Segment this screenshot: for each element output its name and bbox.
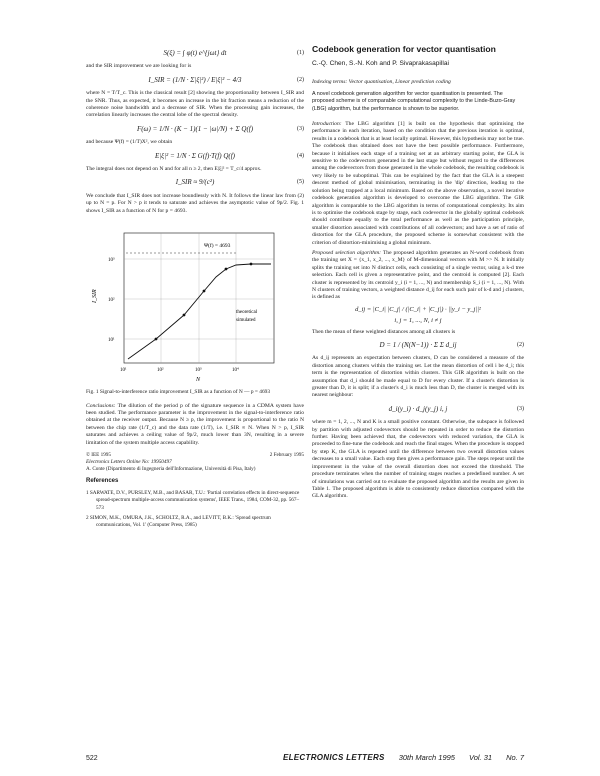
annotation-top: Ψ(f) = 4693	[204, 243, 231, 250]
equation-1-text: S(ξ) = ∫ φ(t) e^{jωt} dt	[163, 49, 227, 57]
equation-3	[86, 126, 304, 133]
article-meta	[86, 452, 304, 459]
paragraph: and because Ψ(f) = (1/T)X², we obtain	[86, 139, 173, 146]
equation-c	[312, 342, 524, 349]
y-tick-label: 10²	[108, 298, 115, 304]
equation-5	[86, 179, 304, 186]
paragraph: and the SIR improvement we are looking for is	[86, 63, 192, 70]
legend-1: theoretical	[236, 310, 258, 316]
data-point	[183, 314, 186, 317]
paragraph: where m = 1, 2, ..., N and K is a small positive constant. Otherwise, the subspace is followed by partition with adjusted codevectors should be repeated in order to reduce the distortion further. Having been achieved that, the codevectors with reduced variation, the GLA is proceeded to fine-tune the codebook and reach the final stages. When the procedure is stopped by step K, the GLA is repeated until the difference between two overall distortion values decreases to a small value. Each step then gives a performance gain. The steps repeat until the improvement in the value of the overall distortion does not exceed the threshold. The procedure terminates when the number of training stages reaches a predefined number. A set of simulations was carried out to evaluate the proposed algorithm and the results are given in Table 1. The proposed algorithm is able to consistently reduce distortion compared with the GLA algorithm.	[312, 419, 524, 500]
equation-1	[86, 50, 304, 57]
data-point	[250, 263, 253, 266]
x-tick-label: 10⁴	[232, 368, 239, 374]
equation-2	[86, 77, 304, 84]
paragraph: We conclude that I_SIR does not increase boundlessly with N. It follows the linear law from (2) up to N = p. For N > p it tends to saturate and achieves the asymptotic value of 9p/2. Fig. 1 shows I_SIR as a function of N for p = 4693.	[86, 192, 304, 214]
figure-1-plot	[86, 219, 304, 387]
equation-4-number: (4)	[297, 152, 304, 159]
journal-online-line: Electronics Letters Online No: 19950497	[86, 458, 172, 465]
simulated-points	[155, 263, 253, 341]
equation-c-text: D = 1 / (N(N−1)) · Σ Σ d_ij	[379, 341, 457, 349]
figure-1	[86, 219, 304, 387]
x-tick-label: 10³	[195, 368, 202, 374]
equation-2-text: I_SIR = (1/N · Σ|ξ|²) / E|ξ|² − 4/3	[148, 75, 242, 84]
introduction-paragraph	[312, 121, 524, 247]
equation-d	[312, 406, 524, 413]
data-point	[225, 268, 228, 271]
conclusions-lead: Conclusions:	[86, 402, 116, 409]
indexing-terms: Indexing terms: Vector quantisation, Linear prediction coding	[312, 79, 451, 86]
equation-1-number: (1)	[297, 50, 304, 56]
equation-d-number: (3)	[517, 405, 524, 412]
right-column	[312, 44, 524, 504]
x-tick-label: 10¹	[120, 368, 127, 374]
x-axis-label: N	[196, 377, 201, 384]
y-tick-label: 10³	[108, 258, 115, 264]
algorithm-lead: Proposed selection algorithm:	[312, 249, 381, 256]
equation-d-text: d_i(y_i) · d_j(y_j) i, j	[388, 404, 448, 413]
references-heading: References	[86, 478, 119, 485]
equation-4	[86, 153, 304, 160]
x-tick-label: 10²	[157, 368, 164, 374]
issue-volume: Vol. 31	[468, 753, 493, 762]
reference-item: 1 SARWATE, D.V., PURSLEY, M.B., and BASAR, T.U.: 'Partial correlation effects in direct-sequence spread-spectrum multiple-access communication systems', IEEE Trans., 1984, COM-32, pp. 567–573	[86, 489, 300, 511]
equation-c-number: (2)	[517, 342, 524, 348]
page-footer	[86, 753, 524, 763]
equation-3-number: (3)	[297, 125, 304, 132]
issue-date: 30th March 1995	[398, 753, 455, 762]
data-point	[203, 290, 206, 293]
equation-2-number: (2)	[297, 76, 304, 83]
introduction-text: The LBG algorithm [1] is built on the hypothesis that optimising the performance in each iteration, based on the condition that the previous iteration is optimal, results in a codebook that is at least locally optimal. However, this hypothesis may not be true. The codebook thus obtained does not have the best possible performance. Furthermore, because it initialises each stage of a training set at an arbitrary starting point, the GLA is sensitive to the codevectors generated in the last stage but without regard to the differences among the codevectors from those generated in the whole codebook, the resulting codebook is very likely to be suboptimal. This can be explained by the fact that the GLA is a steepest descent method of global minimisation, terminating in the 'dip' direction, leading to the solution being trapped at a local minimum. Based on the above observation, a novel iterative codebook generation algorithm is developed to overcome the LBG algorithm. The GIR algorithm is comparable to the LBG algorithm in terms of computational complexity. Its aim is to optimise the codebook stage by stage, each codevector in the globally optimal codebook should contribute equally to the total performance as well as the participation principle, smaller distortion associated with contributions of all codevectors; and have a set of ratio of distortion for the GLA procedure, the proposed scheme is somewhat consistent with the criterion of distortion-minimising a global minimum.	[312, 121, 524, 246]
page-number: 522	[86, 755, 98, 762]
equation-4-text: E|ξ|² = 1/N · Σ G(f)·T(f) Q(f)	[154, 151, 236, 160]
y-tick-label: 10¹	[108, 338, 115, 344]
copyright: © IEE 1995	[86, 451, 111, 458]
conclusions-paragraph	[86, 403, 304, 447]
reference-item: 2 SIMON, M.K., OMURA, J.K., SCHOLTZ, R.A., and LEVITT, B.K.: 'Spread spectrum communications, Vol. 1' (Computer Press, 1985)	[86, 514, 271, 529]
y-axis-label: I_SIR	[92, 289, 98, 304]
equation-b: i, j = 1, ..., N, i ≠ j	[394, 317, 442, 325]
equation-a: d_ij = |C_i| |C_j| / (|C_i| + |C_j|) · ||y_i − y_j||²	[355, 305, 481, 313]
equation-5-text: I_SIR ≈ 9/(c²)	[175, 178, 215, 187]
conclusions-text: The dilution of the period p of the signature sequence in a CDMA system have been studied. The performance parameter is the improvement in the signal-to-interference ratio obtained at the receiver output. Because N ≥ p, the improvement is proportional to the ratio N between the chip rate (1/T_c) and the data rate (1/T), i.e. I_SIR ∝ N. When N > p, I_SIR saturates and achieves a ceiling value of 9p/2, much lower than 3N, resulting in a severe limitation of the system multiple access capability.	[86, 402, 304, 446]
figure-caption: Fig. 1 Signal-to-interference ratio improvement I_SIR as a function of N — p = 4693	[86, 389, 271, 396]
introduction-lead: Introduction:	[312, 121, 342, 128]
equation-5-number: (5)	[297, 179, 304, 186]
algorithm-paragraph	[312, 250, 524, 302]
paragraph: Then the mean of these weighted distances among all clusters is	[312, 328, 456, 335]
algorithm-text: The proposed algorithm generates an N-word codebook from the training set X = {x_1, x_2, ..., x_M} of M-dimensional vectors with M >> N. It initially splits the training set into N distinct cells, each consisting of a single vector, using a k-d tree selection. Each cell is given a representative point, and the centroid is computed [2]. Each cluster is represented by its centroid y_i (i = 1, ..., N) and membership S_i (i = 1, ..., N). With N clusters of training vectors, a weighted distance d_ij for each such pair of k-d and j clusters, is defined as	[312, 249, 524, 301]
article-title: Codebook generation for vector quantisation	[312, 44, 496, 54]
legend-2: simulated	[236, 318, 256, 324]
data-point	[155, 338, 158, 341]
affiliation: A. Conte (Dipartimento di Ingegneria dell'Informazione, Università di Pisa, Italy)	[86, 465, 256, 472]
date-received: 2 February 1995	[269, 451, 304, 458]
left-column	[86, 44, 304, 533]
article-authors: C.-Q. Chen, S.-N. Koh and P. Sivaprakasapillai	[312, 60, 449, 67]
paragraph: The integral does not depend on N and for all n ≥ 2, then E|ξ|² = T_c/4 approx.	[86, 166, 262, 173]
paragraph: where N = T/T_c. This is the classical result [2] showing the proportionality between I_SIR and the SNR. Thus, as expected, it becomes an increase in the bit fraction means a reduction of the coherence noise bandwidth and a decrease of SIR. When the processing gain increases, the correlation linearly increases the central lobe of the spectral density.	[86, 90, 304, 119]
equation-3-text: F(ω) = 1/N · (K − 1)(1 − |ω|/N) + Σ Q(f)	[136, 124, 254, 133]
abstract: A novel codebook generation algorithm for vector quantisation is presented. The proposed scheme is of comparable computational complexity to the Linde-Buzo-Gray (LBG) algorithm, but the performance is shown to be superior.	[312, 90, 516, 112]
paragraph: As d_ij represents an expectation between clusters, D can be considered a measure of the distortion among clusters within the training set. Let the mean distortion of cell i be d_i; this term is the representation of distortion within clusters. This GIR algorithm is built on the assumption that d_i should be made equal to D for every cluster. If a cluster's distortion is greater than D, it is split; if a cluster's d_i is much less than D, the cluster is merged with its nearest neighbour:	[312, 355, 524, 399]
issue-number: No. 7	[506, 753, 524, 762]
journal-name: ELECTRONICS LETTERS	[282, 753, 385, 762]
